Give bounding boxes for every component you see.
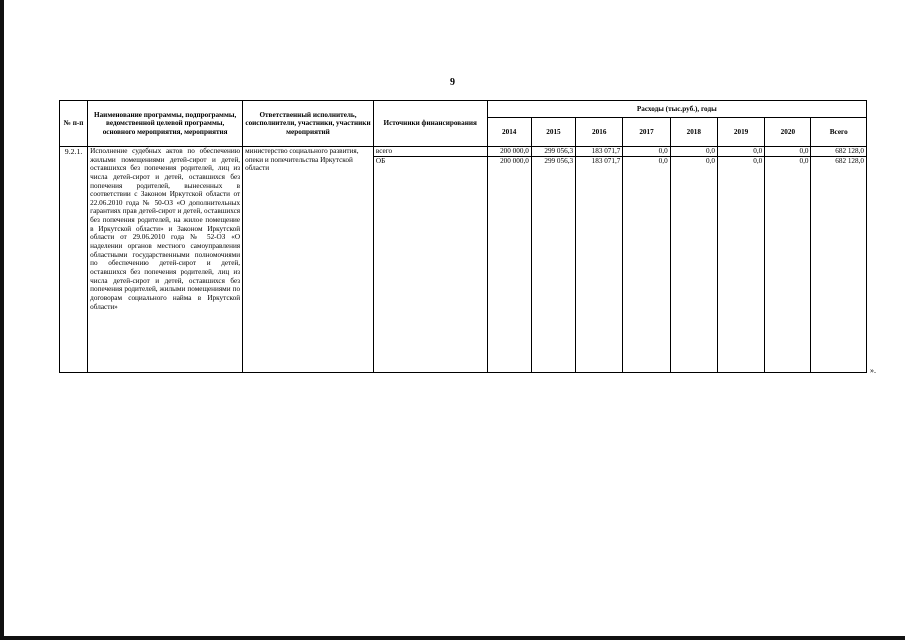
funding-source: ОБ <box>373 156 487 372</box>
table-cell-total: 682 128,0 <box>811 147 867 157</box>
table-row <box>60 147 867 157</box>
scan-border-bottom <box>0 636 905 640</box>
table-cell: 0,0 <box>765 156 811 372</box>
table-cell: 0,0 <box>623 147 670 157</box>
table-cell: 299 056,3 <box>531 147 575 157</box>
row-index: 9.2.1. <box>60 147 88 373</box>
table-cell: 0,0 <box>765 147 811 157</box>
table-cell: 183 071,7 <box>576 156 623 372</box>
scan-border-left <box>0 0 4 640</box>
table-cell: 0,0 <box>623 156 670 372</box>
header-source: Источники финансирования <box>373 101 487 147</box>
header-executor: Ответственный исполнитель, соисполнители, участники, участники мероприятий <box>243 101 374 147</box>
header-total: Всего <box>811 118 867 147</box>
header-year: 2020 <box>765 118 811 147</box>
header-year: 2017 <box>623 118 670 147</box>
page-number: 9 <box>450 77 455 88</box>
budget-table <box>59 100 867 373</box>
header-index: № п-п <box>60 101 88 147</box>
table-cell: 0,0 <box>670 147 717 157</box>
funding-source: всего <box>373 147 487 157</box>
table-cell: 183 071,7 <box>576 147 623 157</box>
header-year: 2014 <box>487 118 531 147</box>
table-cell: 0,0 <box>717 147 764 157</box>
table-cell: 0,0 <box>717 156 764 372</box>
table-cell: 200 000,0 <box>487 156 531 372</box>
row-name: Исполнение судебных актов по обеспечению жилыми помещениями детей-сирот и детей, оставшихся без попечения родителей, лиц из числа детей-сирот и детей, оставшихся без попечения родителей, вынесенных в соответствии с Законом Иркутской области от 22.06.2010 года № 50-ОЗ «О дополнительных гарантиях прав детей-сирот и детей, оставшихся без попечения родителей, на жилое помещение в Иркутской области» и Законом Иркутской области от 29.06.2010 года № 52-ОЗ «О наделении органов местного самоуправления областными государственными полномочиями по обеспечению детей-сирот и детей, оставшихся без попечения родителей, лиц из числа детей-сирот и детей, оставшихся без попечения родителей, жилыми помещениями по договорам социального найма в Иркутской области» <box>88 147 243 373</box>
table-cell-total: 682 128,0 <box>811 156 867 372</box>
header-year: 2016 <box>576 118 623 147</box>
header-year: 2015 <box>531 118 575 147</box>
table-cell: 0,0 <box>670 156 717 372</box>
closing-quote-mark: ». <box>870 366 876 375</box>
header-expenses: Расходы (тыс.руб.), годы <box>487 101 866 118</box>
header-year: 2018 <box>670 118 717 147</box>
header-row <box>60 101 867 118</box>
table-cell: 299 056,3 <box>531 156 575 372</box>
row-executor: министерство социального развития, опеки и попечительства Иркутской области <box>243 147 374 373</box>
header-name: Наименование программы, подпрограммы, ведомственной целевой программы, основного мероприятия, мероприятия <box>88 101 243 147</box>
table-cell: 200 000,0 <box>487 147 531 157</box>
header-year: 2019 <box>717 118 764 147</box>
